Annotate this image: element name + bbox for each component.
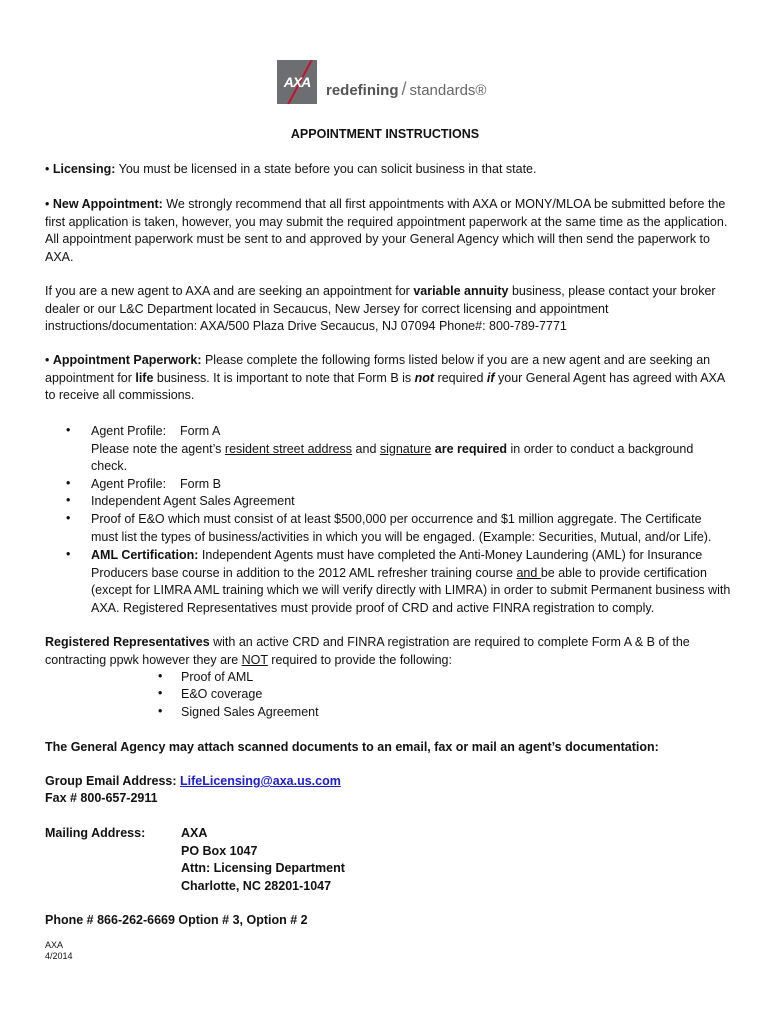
list-item-aml-certification: AML Certification: Independent Agents must have completed the Anti-Money Laundering (AML) for Insurance Producers base course in addition to the 2012 AML refresher training course and be able to provide certification (except for LIMRA AML training which we will verify directly with LIMRA) in order to submit Permanent business with AXA. Registered Representatives must provide proof of CRD and active FINRA registration to comply. xyxy=(91,548,731,615)
list-item-eo-proof: Proof of E&O which must consist of at least $500,000 per occurrence and $1 million aggregate. The Certificate must list the types of business/activities in which you will be engaged. (Example: Securities, Mutual, and/or Life). xyxy=(91,512,712,544)
list-bullet: • xyxy=(66,423,71,437)
list-bullet: • xyxy=(66,511,71,525)
sub-bullet: • xyxy=(158,704,163,718)
paperwork-paragraph: • Appointment Paperwork: Please complete the following forms listed below if you are a new agent and are seeking an appointment for life business. It is important to note that Form B is not required if your General Agent has agreed with AXA to receive all commissions. xyxy=(45,353,725,402)
agency-note: The General Agency may attach scanned documents to an email, fax or mail an agent’s documentation: xyxy=(45,740,659,754)
mailing-label: Mailing Address: xyxy=(45,826,146,840)
email-line: Group Email Address: LifeLicensing@axa.us.com xyxy=(45,774,341,788)
sub-item-eo: E&O coverage xyxy=(181,687,263,701)
mailing-address: AXA PO Box 1047 Attn: Licensing Department Charlotte, NC 28201-1047 xyxy=(181,826,345,893)
new-appointment-paragraph: • New Appointment: We strongly recommend that all first appointments with AXA or MONY/MLOA be submitted before the first application is taken, however, you may submit the required appointment paperwork at the same time as the application. All appointment paperwork must be sent to and approved by your General Agency which will then send the paperwork to AXA. xyxy=(45,197,728,264)
sub-bullet: • xyxy=(158,669,163,683)
variable-annuity-paragraph: If you are a new agent to AXA and are seeking an appointment for variable annuity business, please contact your broker dealer or our L&C Department located in Secaucus, New Jersey for correct licensing and appointment instructions/documentation: AXA/500 Plaza Drive Secaucus, NJ 07094 Phone#: 800-789-7771 xyxy=(45,284,716,333)
axa-logo-icon: AXA xyxy=(277,60,317,104)
list-bullet: • xyxy=(66,493,71,507)
list-bullet: • xyxy=(66,476,71,490)
logo-tagline: redefining / standards® xyxy=(326,78,487,99)
list-item-form-a: Agent Profile: Form A Please note the agent’s resident street address and signature are required in order to conduct a background check. xyxy=(91,424,694,473)
sub-bullet: • xyxy=(158,686,163,700)
list-item-sales-agreement: Independent Agent Sales Agreement xyxy=(91,494,295,508)
sub-item-sales-agreement: Signed Sales Agreement xyxy=(181,705,319,719)
list-item-form-b: Agent Profile: Form B xyxy=(91,477,222,491)
sub-item-aml: Proof of AML xyxy=(181,670,254,684)
list-bullet: • xyxy=(66,547,71,561)
licensing-paragraph: • Licensing: You must be licensed in a state before you can solicit business in that state. xyxy=(45,162,537,176)
fax-line: Fax # 800-657-2911 xyxy=(45,791,158,805)
axa-logo xyxy=(277,60,486,104)
email-link[interactable]: LifeLicensing@axa.us.com xyxy=(179,774,341,788)
page-title: APPOINTMENT INSTRUCTIONS xyxy=(290,127,480,141)
footer: AXA 4/2014 xyxy=(45,940,73,961)
registered-reps-paragraph: Registered Representatives with an active CRD and FINRA registration are required to complete Form A & B of the contracting ppwk however they are NOT required to provide the following: xyxy=(45,635,690,667)
phone-line: Phone # 866-262-6669 Option # 3, Option # 2 xyxy=(45,913,308,927)
